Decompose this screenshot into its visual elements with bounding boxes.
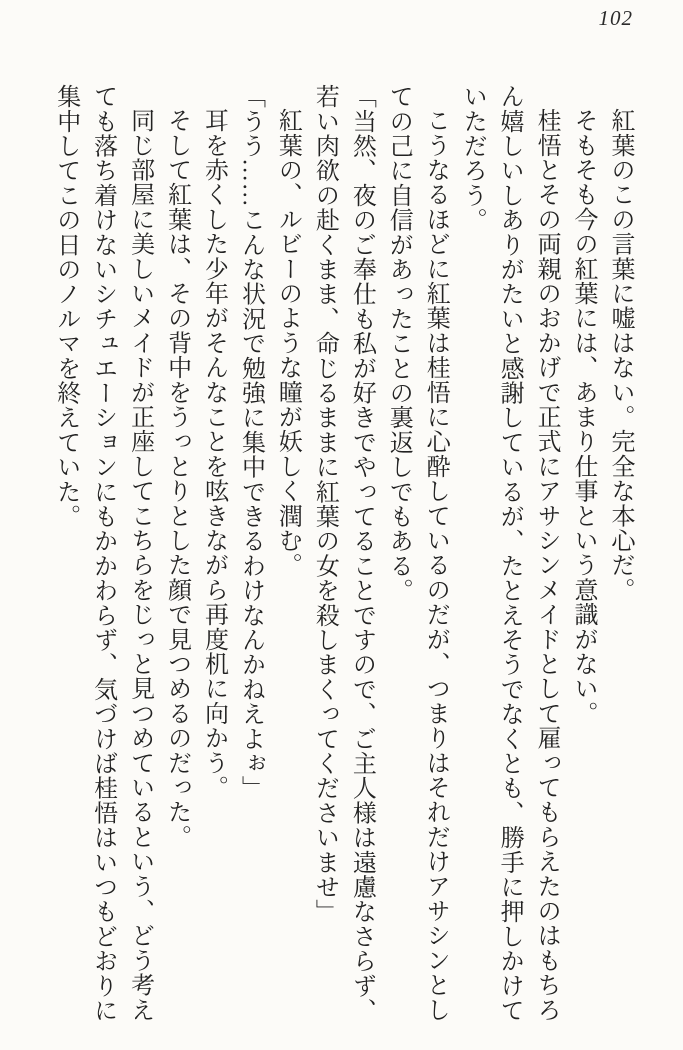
paragraph: そもそも今の紅葉には、あまり仕事という意識がない。 [570, 108, 597, 726]
paragraph: 桂悟とその両親のおかげで正式にアサシンメイドとして雇ってもらえたのはもちろん嬉しいしありがたいと感謝しているが、たとえそうでなくとも、勝手に押しかけていただろう。 [459, 84, 560, 1023]
page-number: 102 [598, 6, 633, 30]
paragraph: 耳を赤くした少年がそんなことを呟きながら再度机に向かう。 [200, 108, 227, 800]
paragraph: こうなるほどに紅葉は桂悟に心酔しているのだが、つまりはそれだけアサシンとしての己に自信があったことの裏返しでもある。 [385, 84, 449, 1022]
paragraph: 紅葉の、ルビーのような瞳が妖しく潤む。 [274, 108, 301, 578]
paragraph: 「うう……こんな状況で勉強に集中できるわけなんかねえよぉ」 [237, 84, 264, 801]
paragraph: 「当然、夜のご奉仕も私が好きでやってることですので、ご主人様は遠慮なさらず、若い肉欲の赴くまま、命じるままに紅葉の女を殺しまくってくださいませ」 [311, 84, 375, 1023]
page-text [45, 84, 638, 1029]
paragraph: 紅葉のこの言葉に嘘はない。完全な本心だ。 [607, 108, 633, 602]
paragraph: 同じ部屋に美しいメイドが正座してこちらをじっと見つめているという、どう考えても落ち着けないシチュエーションにもかかわらず、気づけば桂悟はいつもどおりに集中してこの日のノルマを終えていた。 [52, 84, 153, 1023]
paragraph: そして紅葉は、その背中をうっとりとした顔で見つめるのだった。 [163, 108, 190, 849]
